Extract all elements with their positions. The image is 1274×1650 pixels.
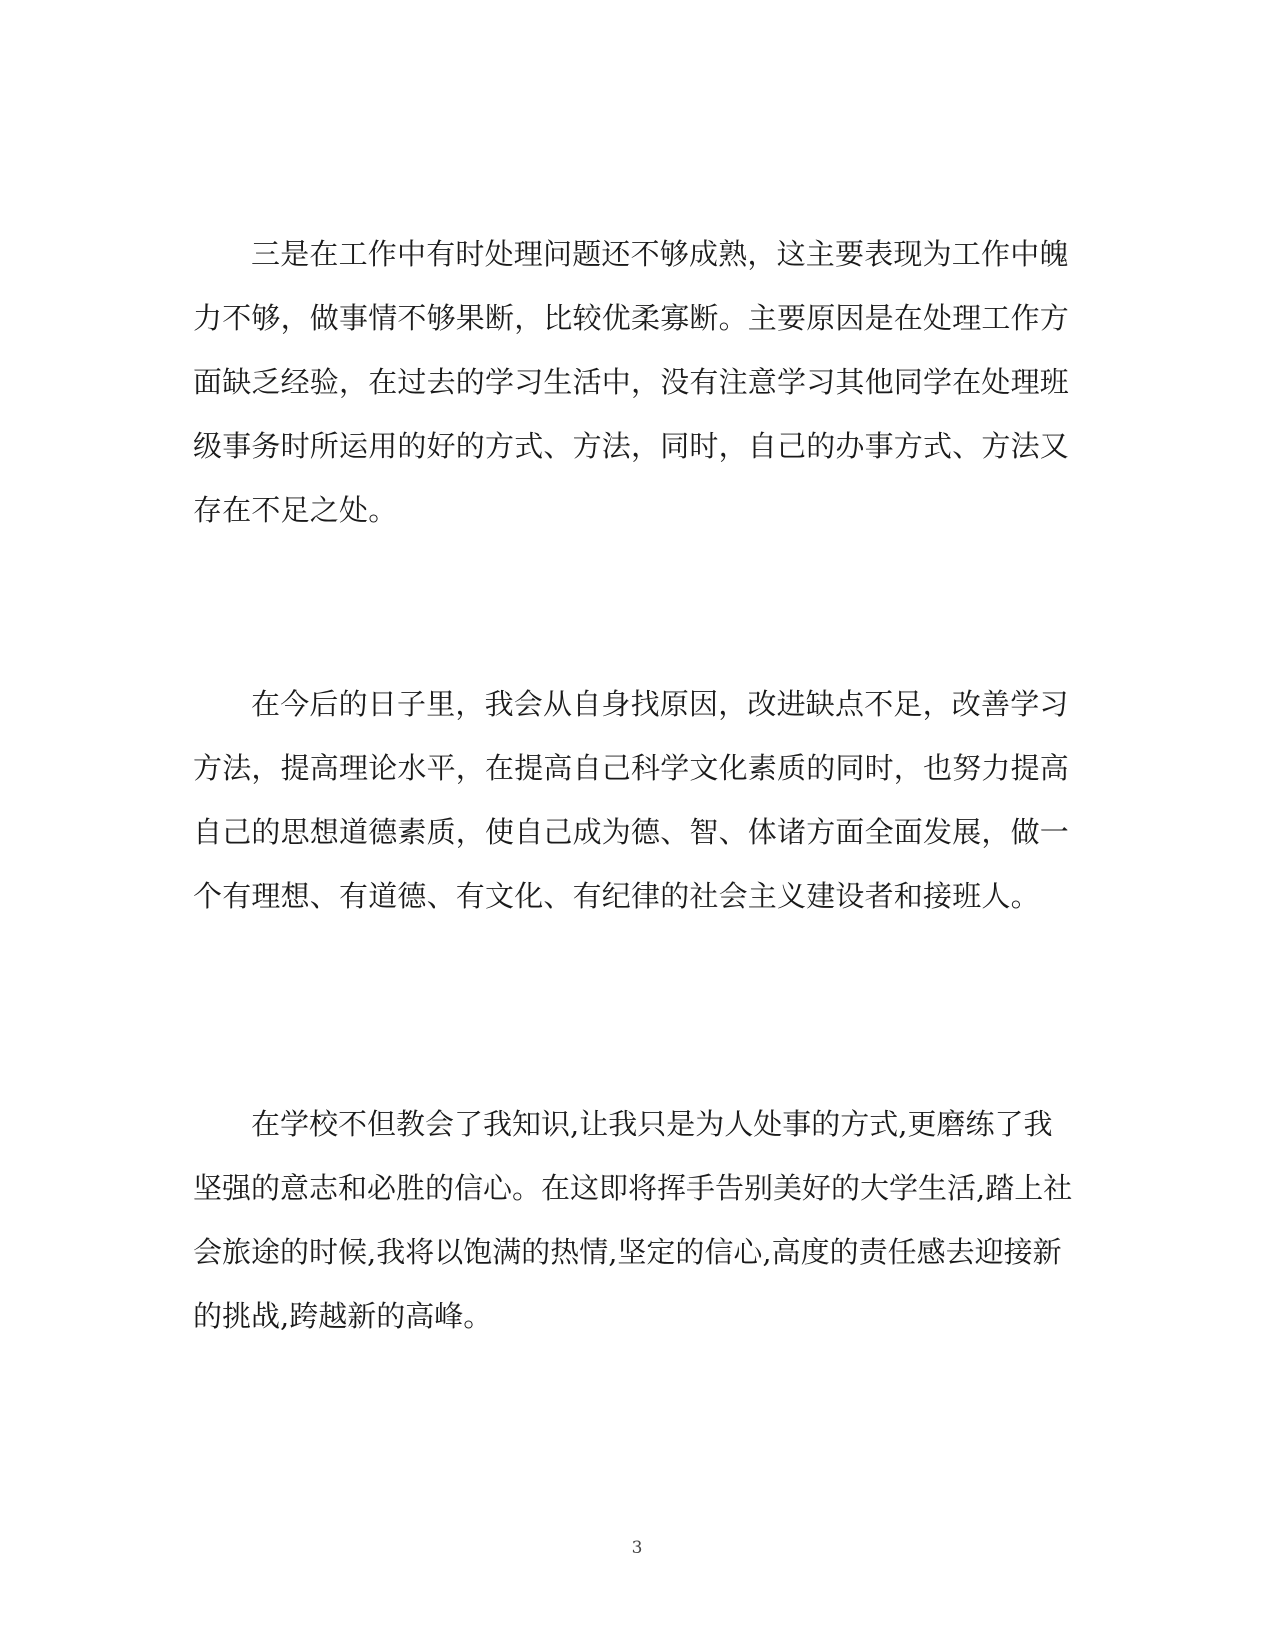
paragraph <box>193 222 1085 542</box>
paragraph-line: 力不够，做事情不够果断，比较优柔寡断。主要原因是在处理工作方 <box>193 301 1070 335</box>
paragraph-line: 方法，提高理论水平，在提高自己科学文化素质的同时，也努力提高 <box>193 751 1070 785</box>
paragraph-line: 面缺乏经验，在过去的学习生活中，没有注意学习其他同学在处理班 <box>193 365 1070 399</box>
paragraph-line: 三是在工作中有时处理问题还不够成熟，这主要表现为工作中魄 <box>251 237 1069 271</box>
paragraph-line: 在今后的日子里，我会从自身找原因，改进缺点不足，改善学习 <box>251 687 1069 721</box>
paragraph-line: 在学校不但教会了我知识,让我只是为人处事的方式,更磨练了我 <box>251 1107 1053 1141</box>
paragraph-line: 级事务时所运用的好的方式、方法，同时，自己的办事方式、方法又 <box>193 429 1070 463</box>
paragraph-line: 存在不足之处。 <box>193 493 398 527</box>
paragraph-line: 的挑战,跨越新的高峰。 <box>193 1299 493 1333</box>
paragraph <box>193 672 1085 928</box>
page-number: 3 <box>631 1538 643 1558</box>
paragraph-line: 坚强的意志和必胜的信心。在这即将挥手告别美好的大学生活,踏上社 <box>193 1171 1073 1205</box>
paragraph <box>193 1092 1085 1348</box>
paragraph-line: 会旅途的时候,我将以饱满的热情,坚定的信心,高度的责任感去迎接新 <box>193 1235 1062 1269</box>
paragraph-line: 自己的思想道德素质，使自己成为德、智、体诸方面全面发展，做一 <box>193 815 1070 849</box>
paragraph-line: 个有理想、有道德、有文化、有纪律的社会主义建设者和接班人。 <box>193 879 1040 913</box>
